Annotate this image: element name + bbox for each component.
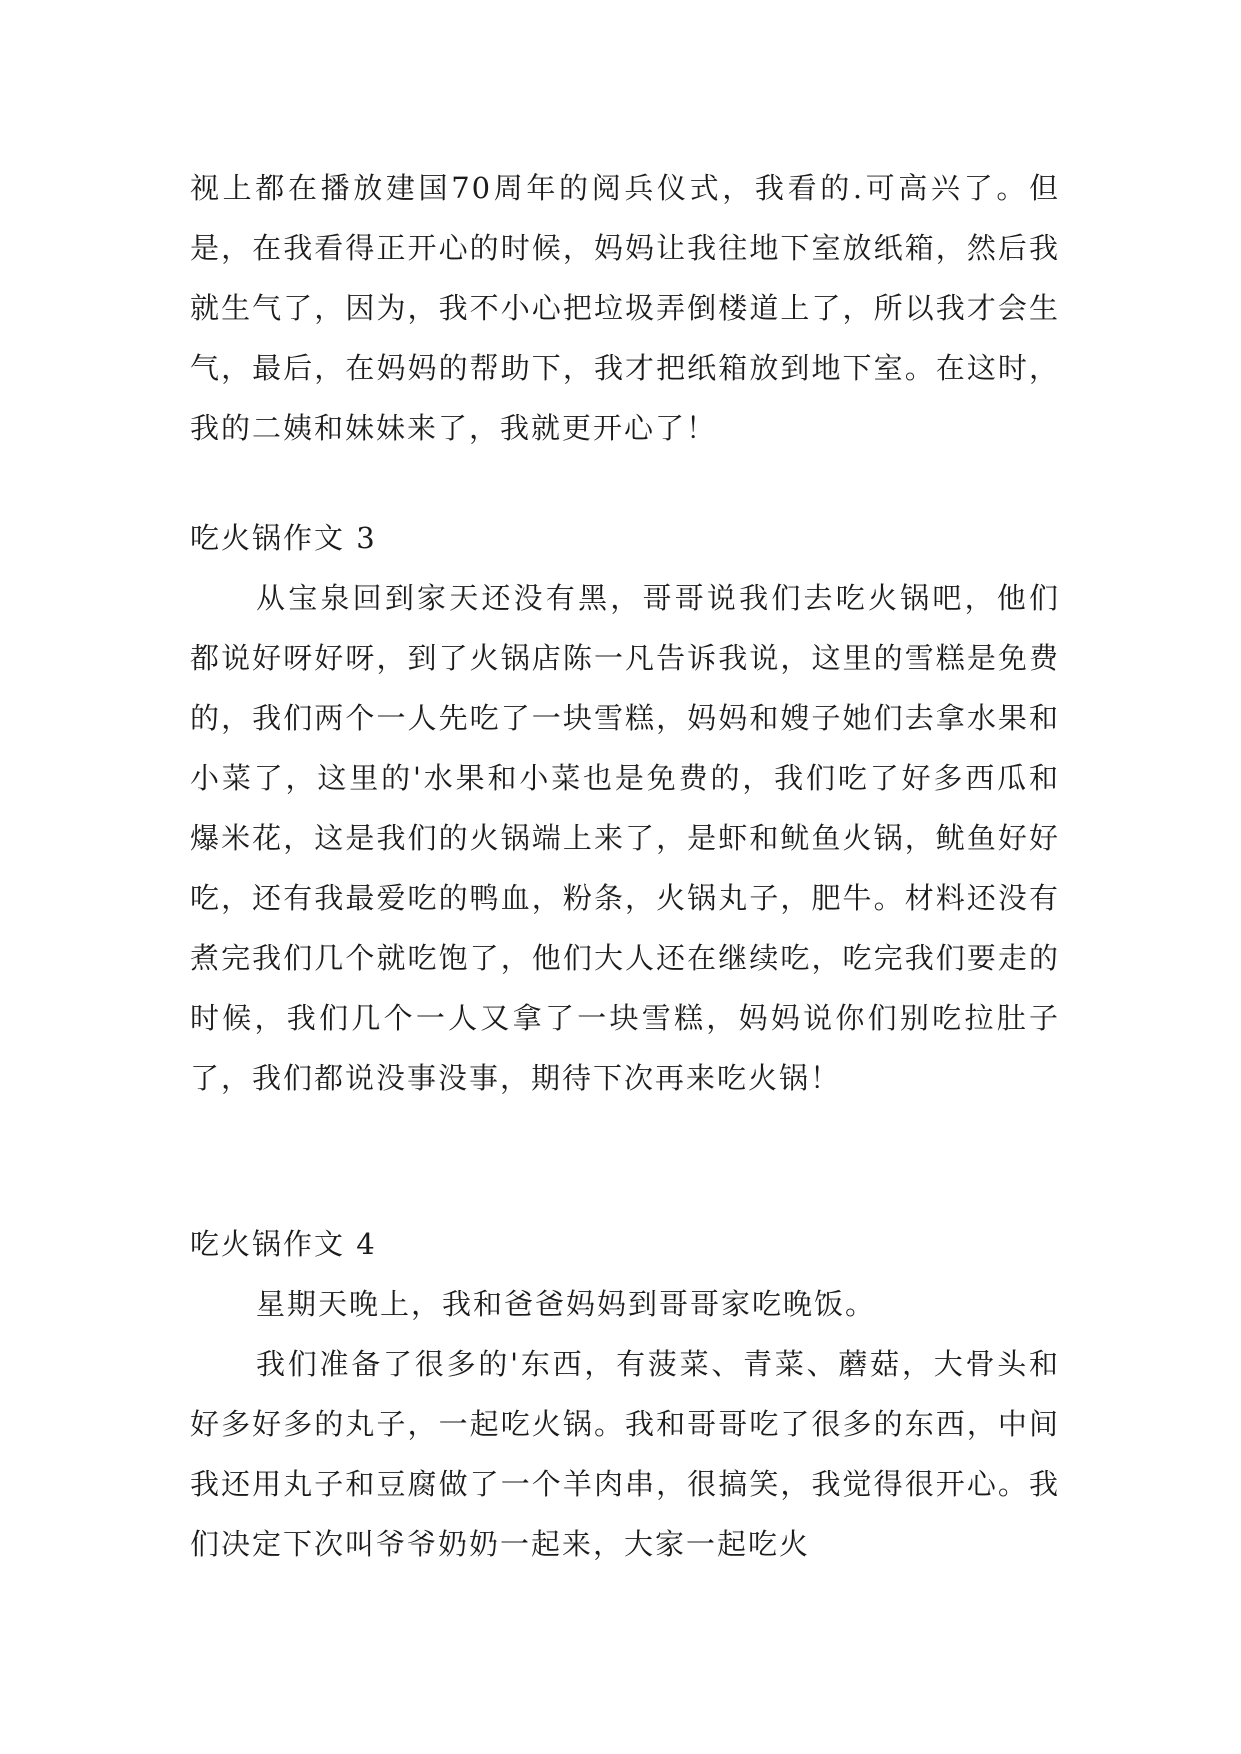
essay-3-body — [190, 568, 1060, 1108]
essay-title: 吃火锅作文 3 — [190, 521, 377, 555]
paragraph: 从宝泉回到家天还没有黑，哥哥说我们去吃火锅吧，他们都说好呀好呀，到了火锅店陈一凡告诉我说，这里的雪糕是免费的，我们两个一人先吃了一块雪糕，妈妈和嫂子她们去拿水果和小菜了，这里的'水果和小菜也是免费的，我们吃了好多西瓜和爆米花，这是我们的火锅端上来了，是虾和鱿鱼火锅，鱿鱼好好吃，还有我最爱吃的鸭血，粉条，火锅丸子，肥牛。材料还没有煮完我们几个就吃饱了，他们大人还在继续吃，吃完我们要走的时候，我们几个一人又拿了一块雪糕，妈妈说你们别吃拉肚子了，我们都说没事没事，期待下次再来吃火锅！ — [190, 581, 1060, 1095]
paragraph: 星期天晚上，我和爸爸妈妈到哥哥家吃晚饭。 — [256, 1287, 877, 1321]
paragraph: 我们准备了很多的'东西，有菠菜、青菜、蘑菇，大骨头和好多好多的丸子，一起吃火锅。我和哥哥吃了很多的东西，中间我还用丸子和豆腐做了一个羊肉串，很搞笑，我觉得很开心。我们决定下次叫爷爷奶奶一起来，大家一起吃火 — [190, 1347, 1060, 1561]
essay-2-continuation — [190, 158, 1060, 458]
essay-3-heading — [190, 508, 1060, 568]
essay-4-body — [190, 1274, 1060, 1574]
paragraph: 视上都在播放建国70周年的阅兵仪式，我看的.可高兴了。但是，在我看得正开心的时候，妈妈让我往地下室放纸箱，然后我就生气了，因为，我不小心把垃圾弄倒楼道上了，所以我才会生气，最后，在妈妈的帮助下，我才把纸箱放到地下室。在这时，我的二姨和妹妹来了，我就更开心了！ — [190, 171, 1060, 445]
essay-4-heading — [190, 1214, 1060, 1274]
essay-title: 吃火锅作文 4 — [190, 1227, 377, 1261]
